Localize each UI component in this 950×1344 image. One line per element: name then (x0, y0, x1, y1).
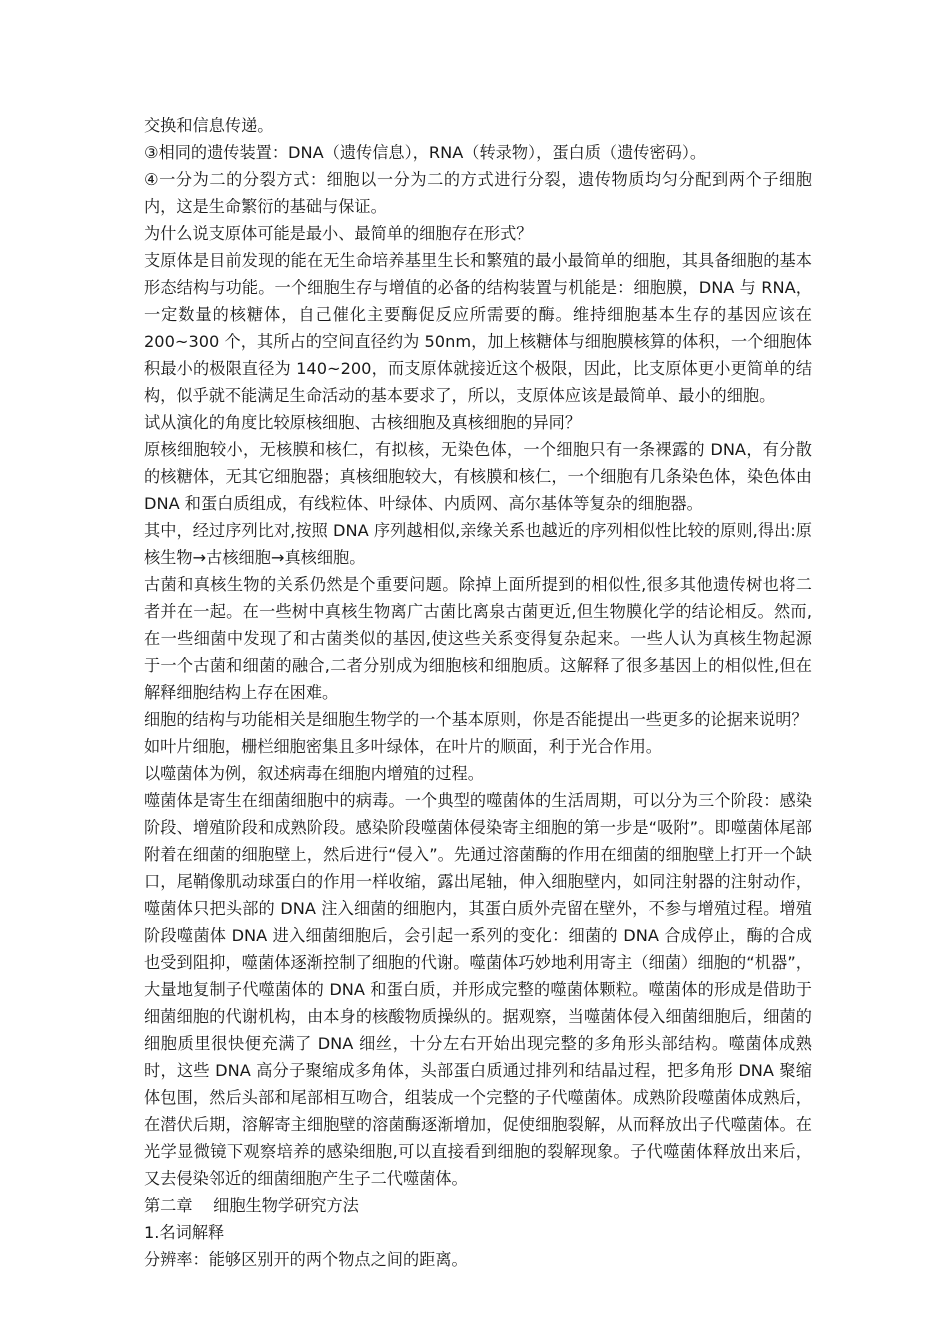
question-mycoplasma: 为什么说支原体可能是最小、最简单的细胞存在形式？ (144, 224, 533, 243)
chapter-title: 第二章 细胞生物学研究方法 (144, 1196, 359, 1215)
answer-mycoplasma: 支原体是目前发现的能在无生命培养基里生长和繁殖的最小最简单的细胞，其具备细胞的基本形态结构与功能。一个细胞生存与增值的必备的结构装置与机能是：细胞膜，DNA 与 RNA，一定数量的核糖体，自己催化主要酶促反应所需要的酶。维持细胞基本生存的基因应该在 200~300 个，其所占的空间直径约为 50nm，加上核糖体与细胞膜核算的体积，一个细胞体积最小的极限直径为 140~200，而支原体就接近这个极限，因此，比支原体更小更简单的结构，似乎就不能满足生命活动的基本要求了，所以，支原体应该是最简单、最小的细胞。 (144, 251, 813, 405)
answer-phage: 噬菌体是寄生在细菌细胞中的病毒。一个典型的噬菌体的生活周期，可以分为三个阶段：感染阶段、增殖阶段和成熟阶段。感染阶段噬菌体侵染寄主细胞的第一步是“吸附”。即噬菌体尾部附着在细菌的细胞壁上，然后进行“侵入”。先通过溶菌酶的作用在细菌的细胞壁上打开一个缺口，尾鞘像肌动球蛋白的作用一样收缩，露出尾轴，伸入细胞壁内，如同注射器的注射动作，噬菌体只把头部的 DNA 注入细菌的细胞内，其蛋白质外壳留在壁外，不参与增殖过程。增殖阶段噬菌体 DNA 进入细菌细胞后，会引起一系列的变化：细菌的 DNA 合成停止，酶的合成也受到阻抑，噬菌体逐渐控制了细胞的代谢。噬菌体巧妙地利用寄主（细菌）细胞的“机器”，大量地复制子代噬菌体的 DNA 和蛋白质，并形成完整的噬菌体颗粒。噬菌体的形成是借助于细菌细胞的代谢机构，由本身的核酸物质操纵的。据观察，当噬菌体侵入细菌细胞后，细菌的细胞质里很快便充满了 DNA 细丝，十分左右开始出现完整的多角形头部结构。噬菌体成熟时，这些 DNA 高分子聚缩成多角体，头部蛋白质通过排列和结晶过程，把多角形 DNA 聚缩体包围，然后头部和尾部相互吻合，组装成一个完整的子代噬菌体。成熟阶段噬菌体成熟后，在潜伏后期，溶解寄主细胞壁的溶菌酶逐渐增加，促使细胞裂解，从而释放出子代噬菌体。在光学显微镜下观察培养的感染细胞,可以直接看到细胞的裂解现象。子代噬菌体释放出来后，又去侵染邻近的细菌细胞产生子二代噬菌体。 (144, 791, 812, 1188)
question-cell-evolution: 试从演化的角度比较原核细胞、古核细胞及真核细胞的异同？ (144, 413, 582, 432)
list-item-division-mode: ④一分为二的分裂方式：细胞以一分为二的方式进行分裂，遗传物质均匀分配到两个子细胞内，这是生命繁衍的基础与保证。 (144, 170, 812, 216)
question-structure-function: 细胞的结构与功能相关是细胞生物学的一个基本原则，你是否能提出一些更多的论据来说明？ (144, 710, 808, 729)
paragraph-continuation: 交换和信息传递。 (144, 116, 274, 135)
answer-prokaryote-eukaryote: 原核细胞较小，无核膜和核仁，有拟核，无染色体，一个细胞只有一条裸露的 DNA，有分散的核糖体，无其它细胞器；真核细胞较大，有核膜和核仁，一个细胞有几条染色体，染色体由 DNA 和蛋白质组成，有线粒体、叶绿体、内质网、高尔基体等复杂的细胞器。 (144, 440, 812, 513)
list-item-genetic-apparatus: ③相同的遗传装置：DNA（遗传信息），RNA（转录物），蛋白质（遗传密码）。 (144, 143, 707, 162)
definition-resolution: 分辨率：能够区别开的两个物点之间的距离。 (144, 1250, 468, 1269)
question-phage: 以噬菌体为例，叙述病毒在细胞内增殖的过程。 (144, 764, 484, 783)
answer-archaea-relation: 古菌和真核生物的关系仍然是个重要问题。除掉上面所提到的相似性,很多其他遗传树也将二者并在一起。在一些树中真核生物离广古菌比离泉古菌更近,但生物膜化学的结论相反。然而,在一些细菌中发现了和古菌类似的基因,使这些关系变得复杂起来。一些人认为真核生物起源于一个古菌和细菌的融合,二者分别成为细胞核和细胞质。这解释了很多基因上的相似性,但在解释细胞结构上存在困难。 (144, 575, 812, 702)
section-heading: 1.名词解释 (144, 1223, 225, 1242)
answer-sequence-comparison: 其中，经过序列比对,按照 DNA 序列越相似,亲缘关系也越近的序列相似性比较的原则,得出:原核生物→古核细胞→真核细胞。 (144, 521, 812, 567)
document-page (144, 112, 812, 1273)
answer-structure-function: 如叶片细胞，栅栏细胞密集且多叶绿体，在叶片的顺面，利于光合作用。 (144, 737, 662, 756)
